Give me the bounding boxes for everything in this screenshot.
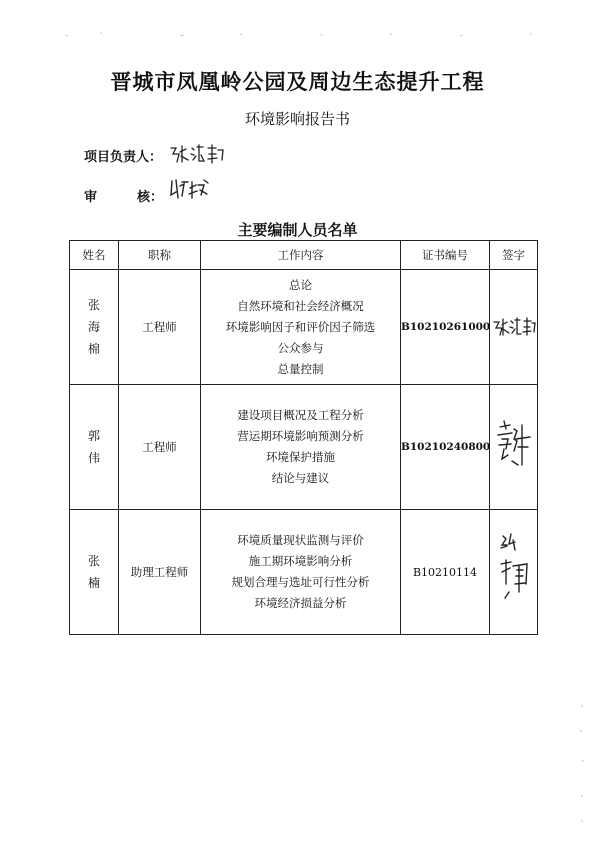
reviewer-label: 审 (84, 190, 98, 205)
document-subtitle: 环境影响报告书 (244, 110, 350, 128)
staff-table (69, 240, 538, 635)
header-cert: 证书编号 (401, 241, 490, 270)
table-row (70, 385, 538, 510)
name-cell: 张 海 棉 (70, 270, 119, 385)
scan-edge-dots (576, 700, 588, 830)
name-cell: 张 楠 (70, 510, 119, 635)
signature-image (492, 316, 536, 338)
reviewer-label-2: 核： (137, 190, 164, 205)
work-cell: 环境质量现状监测与评价 施工期环境影响分析 规划合理与选址可行性分析 环境经济损益分析 (201, 510, 401, 635)
work-cell: 建设项目概况及工程分析 营运期环境影响预测分析 环境保护措施 结论与建议 (201, 385, 401, 510)
document-title: 晋城市凤凰岭公园及周边生态提升工程 (110, 69, 485, 94)
signature-image (494, 417, 534, 477)
signature-cell (490, 385, 538, 510)
cert-cell: B10210261000 (401, 270, 490, 385)
header-title: 职称 (119, 241, 201, 270)
header-sign: 签字 (490, 241, 538, 270)
table-header-row (70, 241, 538, 270)
staff-list-title: 主要编制人员名单 (237, 221, 358, 239)
scan-noise (60, 28, 580, 42)
reviewer-signature (168, 176, 214, 204)
cert-cell: B10210114 (401, 510, 490, 635)
name-cell: 郭 伟 (70, 385, 119, 510)
table-row (70, 270, 538, 385)
header-work: 工作内容 (201, 241, 401, 270)
cert-cell: B10210240800 (401, 385, 490, 510)
work-cell: 总论 自然环境和社会经济概况 环境影响因子和评价因子筛选 公众参与 总量控制 (201, 270, 401, 385)
header-name: 姓名 (70, 241, 119, 270)
project-leader-label: 项目负责人： (84, 150, 163, 165)
title-cell: 工程师 (119, 270, 201, 385)
title-cell: 工程师 (119, 385, 201, 510)
signature-image (493, 530, 535, 614)
signature-cell (490, 510, 538, 635)
title-cell: 助理工程师 (119, 510, 201, 635)
project-leader-line (84, 146, 162, 165)
signature-cell (490, 270, 538, 385)
table-row (70, 510, 538, 635)
reviewer-line (84, 186, 163, 205)
project-leader-signature (168, 142, 228, 166)
